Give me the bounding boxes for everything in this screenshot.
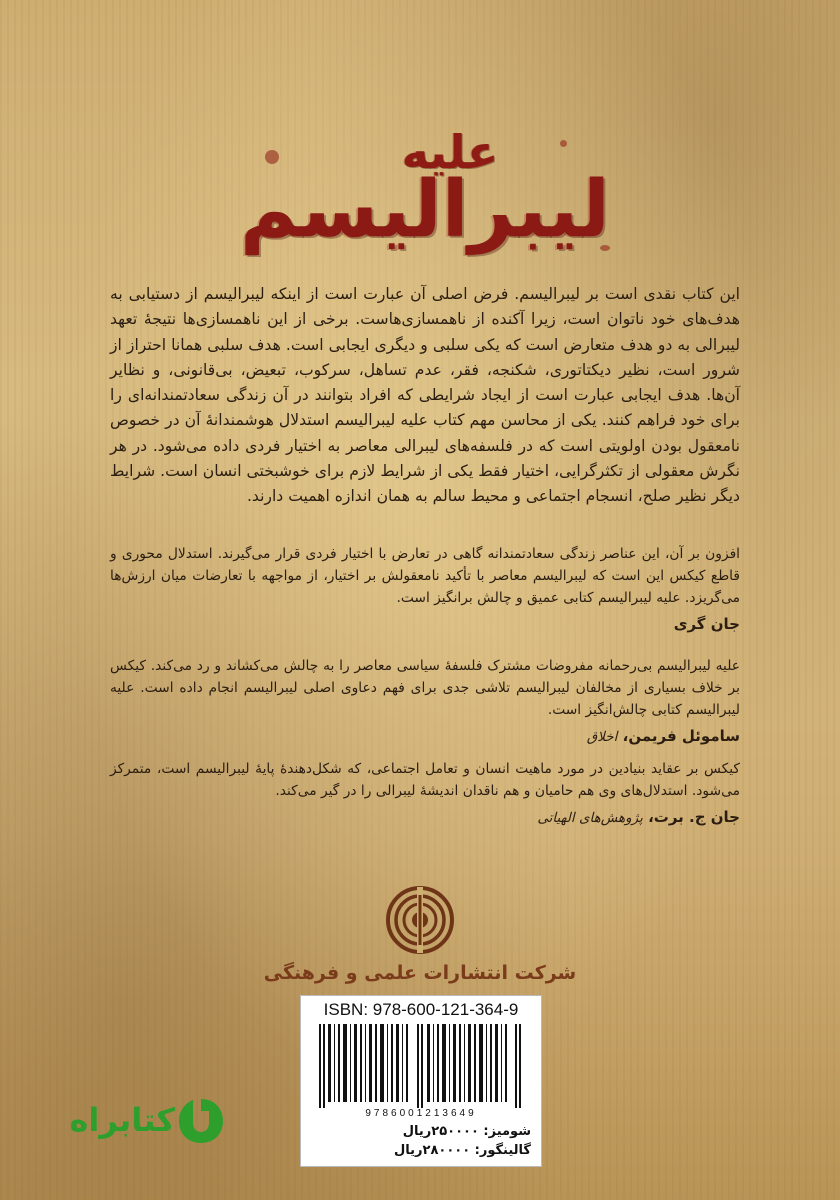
price-paperback: شومیز: ۲۵۰۰۰۰ریال [402,1124,531,1139]
isbn-number: ISBN: 978-600-121-364-9 [323,1000,519,1019]
quote-author [110,806,740,829]
author-name: ساموئل فریمن، [622,727,740,745]
publisher-name: شرکت انتشارات علمی و فرهنگی [263,962,577,984]
author-name: جان گری [673,615,740,633]
barcode-digits: 9786001213649 [365,1108,477,1119]
publisher-logo-icon [385,885,455,955]
quote-text: افزون بر آن، این عناصر زندگی سعادتمندانه گاهی در تعارض با اختیار فردی قرار می‌گیرند. استدلال محوری و قاطع کیکس این است که لیبرالیسم معاصر با تأکید نامعقولش بر اختیار، از مواجهه با تعارضات میان ارزش‌ها می‌گریزد. علیه لیبرالیسم کتابی عمیق و چالش برانگیز است. [110,546,740,606]
barcode-panel [300,995,542,1167]
author-source: پژوهش‌های الهیاتی [537,810,643,826]
quote-text: کیکس بر عقاید بنیادین در مورد ماهیت انسان و تعامل اجتماعی، که شکل‌دهندهٔ پایهٔ لیبرالیسم است، متمرکز می‌شود. استدلال‌های وی هم حامیان و هم ناقدان اندیشهٔ لیبرالی را در گیر می‌کند. [110,761,740,799]
ketabrah-logo-icon [175,1095,227,1147]
quote-block [110,655,740,748]
ketabrah-watermark [25,1093,235,1153]
quote-block [110,543,740,635]
price-hardcover: گالینگور: ۲۸۰۰۰۰ریال [394,1143,531,1158]
author-source: اخلاق [586,729,618,745]
intro-paragraph: این کتاب نقدی است بر لیبرالیسم. فرض اصلی آن عبارت است از اینکه لیبرالیسم از دستیابی به هدف‌های خود ناتوان است، زیرا آکنده از ناهمسازی‌هاست. برخی از این ناهمسازی‌ها نتیجهٔ تعهد لیبرالی به دو هدف متعارض است که یکی سلبی و دیگری ایجابی است. هدف سلبی همانا احتراز از شرور است، نظیر دیکتاتوری، شکنجه، فقر، عدم تساهل، سرکوب، تبعیض، بی‌قانونی، و نظایر آن‌ها. هدف ایجابی عبارت است از ایجاد شرایطی که افراد بتوانند در آن زندگی سعادتمندانه‌ای را برای خود فراهم کنند. یکی از محاسن مهم کتاب علیه لیبرالیسم استدلال هوشمندانهٔ آن در خصوص نامعقول بودن اولویتی است که در فلسفه‌های لیبرالی معاصر به اختیار فردی داده می‌شود. در هر نگرش معقولی از تکثرگرایی، اختیار فقط یکی از شرایط لازم برای خوشبختی انسان است. شرایط دیگر نظیر صلح، انسجام اجتماعی و محیط سالم به همان اندازه اهمیت دارند. [110,285,740,506]
quote-text: علیه لیبرالیسم بی‌رحمانه مفروضات مشترک فلسفهٔ سیاسی معاصر را به چالش می‌کشاند و رد می‌کند. کیکس بر خلاف بسیاری از مخالفان لیبرالیسم تلاشی جدی برای فهم دعاوی اصلی لیبرالیسم انجام داده است. علیه لیبرالیسم کتابی چالش‌انگیز است. [110,658,740,718]
quote-author [110,725,740,748]
barcode-icon [315,1024,527,1108]
blood-splatter [265,150,279,164]
quote-author [110,613,740,635]
watermark-text: کتابراه [69,1101,175,1139]
author-name: جان ج. برت، [648,808,740,826]
book-title-line1: علیه [401,125,499,179]
quote-block [110,758,740,829]
book-title-line2: لیبرالیسم [240,165,610,255]
